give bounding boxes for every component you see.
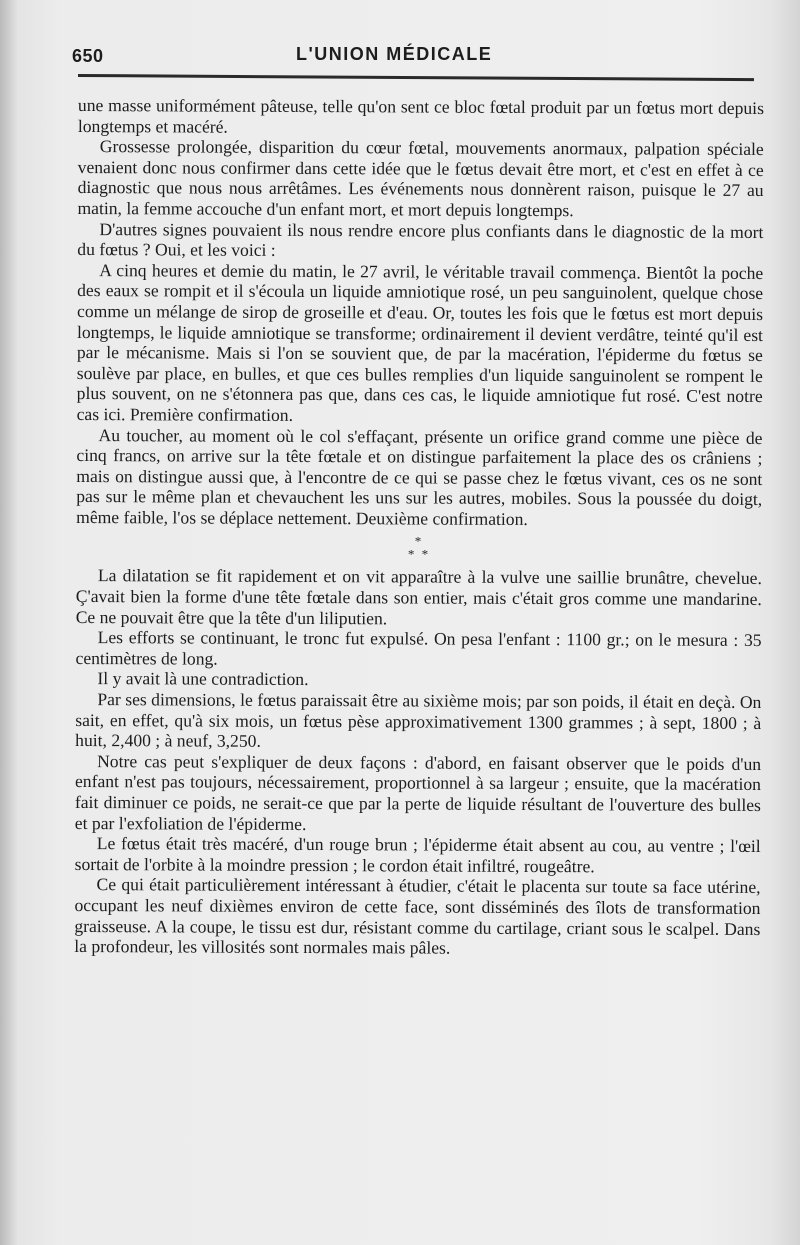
paragraph: Ce qui était particulièrement intéressant à étudier, c'était le placenta sur toute sa face utérine, occupant les neuf dixièmes environ de cette face, sont disséminés des îlots de transformation graisseuse. A la coupe, le tissu est dur, résistant comme du cartilage, criant sous le scalpel. Dans la profondeur, les villosités sont normales mais pâles. bbox=[74, 874, 761, 958]
paragraph: D'autres signes pouvaient ils nous rendre encore plus confiants dans le diagnostic de la mort du fœtus ? Oui, et les voici : bbox=[77, 218, 764, 261]
paragraph: une masse uniformément pâteuse, telle qu'on sent ce bloc fœtal produit par un fœtus mort depuis longtemps et macéré. bbox=[77, 95, 764, 137]
paragraph: Le fœtus était très macéré, d'un rouge brun ; l'épiderme était absent au cou, au ventre ; l'œil sortait de l'orbite à la moindre pression ; le cordon était infiltré, rougeâtre. bbox=[74, 833, 761, 877]
paragraph: Il y avait là une contradiction. bbox=[97, 668, 309, 690]
paragraph: Au toucher, au moment où le col s'effaçant, présente un orifice grand comme une pièce de cinq francs, on arrive sur la tête fœtale et on distingue parfaitement la place des os crâniens ; mais on distingue aussi que, à l'encontre de ce qui se passe chez le fœtus vivant, ces os ne sont pas sur le même plan et chevauchent les uns sur les autres, mobiles. Sous la poussée du doigt, même faible, l'os se déplace nettement. Deuxième confirmation. bbox=[76, 424, 763, 529]
paragraph: Les efforts se continuant, le tronc fut expulsé. On pesa l'enfant : 1100 gr.; on le mesura : 35 centimètres de long. bbox=[75, 627, 762, 669]
asterism-separator: * * * bbox=[407, 533, 431, 563]
running-title: L'UNION MÉDICALE bbox=[296, 44, 493, 64]
paragraph: Notre cas peut s'expliquer de deux façons : d'abord, en faisant observer que le poids d'un enfant n'est pas toujours, nécessairement, proportionnel à sa largeur ; ensuite, que la macération fait diminuer ce poids, ne serait-ce que par la perte de liquide résultant de l'ouverture des bulles et par l'exfoliation de l'épiderme. bbox=[74, 750, 762, 834]
paragraph: La dilatation se fit rapidement et on vit apparaître à la vulve une saillie brunâtre, chevelue. Ç'avait bien la forme d'une tête fœtale dans son entier, mais c'était gros comme une mandarine. Ce ne pouvait être que la tête d'un liliputien. bbox=[75, 565, 762, 629]
paragraph: Par ses dimensions, le fœtus paraissait être au sixième mois; par son poids, il était en deçà. On sait, en effet, qu'à six mois, un fœtus pèse approximativement 1300 grammes ; à sept, 1800 ; à huit, 2,400 ; à neuf, 3,250. bbox=[75, 689, 762, 752]
paragraph: A cinq heures et demie du matin, le 27 avril, le véritable travail commença. Bientôt la poche des eaux se rompit et il s'écoula un liquide amniotique rosé, un peu sanguinolent, quelque chose comme un mélange de sirop de groseille et d'eau. Or, toutes les fois que le fœtus est mort depuis longtemps, le liquide amniotique se transforme; ordinairement il devient verdâtre, teinté qu'il est par le mécanisme. Mais si l'on se souvient que, de par la macération, l'épiderme du fœtus se soulève par place, en bulles, et que ces bulles remplies d'un liquide sanguinolent se rompent le plus souvent, on ne s'étonnera pas que, dans ces cas, le liquide amniotique fut rosé. C'est notre cas ici. Première confirmation. bbox=[76, 259, 764, 425]
page-number: 650 bbox=[72, 46, 104, 66]
paragraph: Grossesse prolongée, disparition du cœur fœtal, mouvements anormaux, palpation spéciale venaient donc nous confirmer dans cette idée que le fœtus devait être mort, et c'est en effet à ce diagnostic que nous nous arrêtâmes. Les événements nous donnèrent raison, puisque le 27 au matin, la femme accouche d'un enfant mort, et mort depuis longtemps. bbox=[77, 136, 764, 221]
body-text bbox=[74, 95, 764, 960]
